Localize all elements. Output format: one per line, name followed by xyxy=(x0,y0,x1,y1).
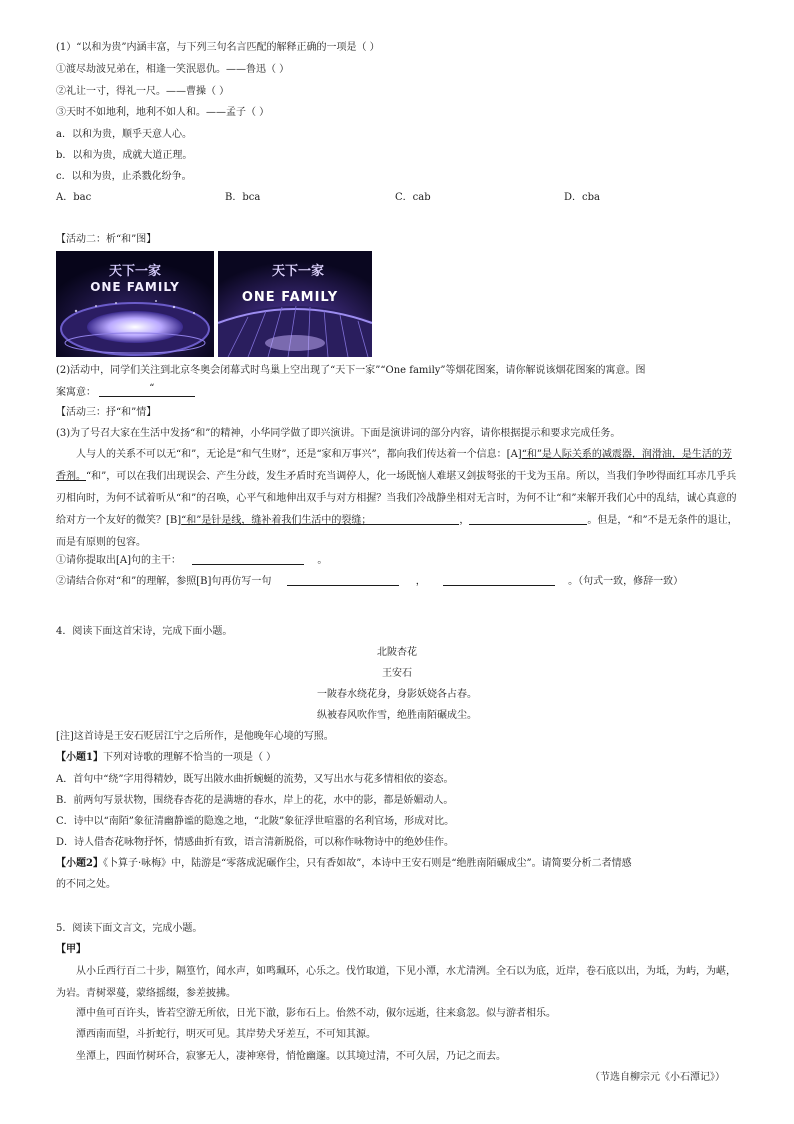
passage-source: （节选自柳宗元《小石潭记》） xyxy=(590,1072,725,1083)
q4-sq2-label: 【小题2】 xyxy=(56,858,103,869)
photo-right-caption-top: 天下一家 xyxy=(271,264,325,279)
fireworks-photo-left xyxy=(56,251,214,357)
quote-mark: “ xyxy=(149,383,155,394)
speech-text-a: 人与人的关系不可以无“和”，无论是“和气生财”，还是“家和万事兴”，都向我们传达着一个信息：[A] xyxy=(76,449,522,460)
quote-1: ①渡尽劫波兄弟在，相逢一笑泯恩仇。——鲁迅（ ） xyxy=(56,64,290,75)
q3-sub2-line2 xyxy=(56,385,195,400)
q3-sub2-line1: (2)活动中，同学们关注到北京冬奥会闭幕式时鸟巢上空出现了“天下一家”“One family”等烟花图案，请你解说该烟花图案的寓意。图 xyxy=(56,365,646,376)
explanation-c: c．以和为贵，止杀戮化纷争。 xyxy=(56,171,192,182)
quote-2: ②礼让一寸，得礼一尺。——曹操（ ） xyxy=(56,86,230,97)
q3-sub1-stem: (1）“以和为贵”内涵丰富，与下列三句名言匹配的解释正确的一项是（ ） xyxy=(56,42,380,53)
passage-para-3: 潭西南而望，斗折蛇行，明灭可见。其岸势犬牙差互，不可知其源。 xyxy=(76,1029,376,1040)
q4-option-a: A．首句中“绕”字用得精妙，既写出陂水曲折蜿蜒的流势，又写出水与花多情相依的姿态。 xyxy=(56,774,454,785)
sentence-a-underlined: “和”是人际关系的减震器，润滑油，是生活的芳香剂。 xyxy=(56,449,732,482)
quote-3: ③天时不如地利，地利不如人和。——孟子（ ） xyxy=(56,107,270,118)
q5-part-label: 【甲】 xyxy=(56,944,86,955)
photo-right-caption-bottom: ONE FAMILY xyxy=(241,290,339,305)
q4-option-b: B．前两句写景状物，围绕春杏花的是满塘的春水，岸上的花，水中的影，都是娇媚动人。 xyxy=(56,795,454,806)
q4-intro: 4．阅读下面这首宋诗，完成下面小题。 xyxy=(56,626,233,637)
speech-tail: 。但是，“和”不是无条件的退让，而是有原则的包容。 xyxy=(56,515,738,548)
task2-separator: ， xyxy=(415,576,426,587)
activity2-title: 【活动二：析“和”图】 xyxy=(56,234,157,245)
poem-note: [注]这首诗是王安石贬居江宁之后所作，是他晚年心境的写照。 xyxy=(56,731,334,742)
fireworks-photo-right xyxy=(218,251,372,357)
task2-line xyxy=(56,574,683,589)
q4-sq2-text: 《卜算子·咏梅》中，陆游是“零落成泥碾作尘，只有香如故”，本诗中王安石则是“绝胜南陌碾成尘”。请简要分析二者情感 xyxy=(102,858,632,869)
explanation-b: b．以和为贵，成就大道正理。 xyxy=(56,150,193,161)
sentence-b-underlined: “和”是针是线，缝补着我们生活中的裂缝； xyxy=(181,515,372,526)
task1-end: 。 xyxy=(317,555,328,566)
photo-left-caption-top: 天下一家 xyxy=(108,264,162,279)
poem-title: 北陂杏花 xyxy=(377,647,417,658)
option-a: A．bac xyxy=(56,192,92,203)
option-c: C．cab xyxy=(395,192,431,203)
passage-para-2: 潭中鱼可百许头，皆若空游无所依，日光下澈，影布石上。佁然不动，俶尔远逝，往来翕忽。似与游者相乐。 xyxy=(76,1008,556,1019)
q4-option-c: C．诗中以“南陌”象征清幽静谧的隐逸之地，“北陂”象征浮世喧嚣的名利官场，形成对比。 xyxy=(56,816,455,827)
q4-sq2-line2: 的不同之处。 xyxy=(56,879,116,890)
q4-sq1-text: 下列对诗歌的理解不恰当的一项是（ ） xyxy=(102,752,277,763)
q4-sq2-line1 xyxy=(56,857,632,871)
option-b: B．bca xyxy=(225,192,261,203)
speech-text-b: “和”，可以在我们出现误会、产生分歧，发生矛盾时充当调停人，化一场既恼人难堪又剑拔弩张的干戈为玉帛。所以，当我们争吵得面红耳赤几乎兵刃相向时，为何不试着听从“和”的召唤，心平气和地伸出双手与对方相握？当我们冷战静坐相对无言时，为何不让“和”来解开我们心中的乱结，诚心真意的给对方一个友好的微笑？[B] xyxy=(56,471,737,526)
option-d: D．cba xyxy=(564,192,600,203)
task1-line xyxy=(56,553,327,568)
speech-blank-2[interactable] xyxy=(469,513,587,525)
q3-sub3-intro: (3)为了号召大家在生活中发扬“和”的精神，小华同学做了即兴演讲。下面是演讲词的部分内容，请你根据提示和要求完成任务。 xyxy=(56,428,621,439)
poem-line-1: 一陂春水绕花身，身影妖娆各占春。 xyxy=(317,689,477,700)
poem-author: 王安石 xyxy=(382,668,412,679)
task2-answer-blank-2[interactable] xyxy=(443,574,555,586)
q4-sq1-stem xyxy=(56,751,276,765)
activity3-title: 【活动三：抒“和”情】 xyxy=(56,407,157,418)
explanation-a: a．以和为贵，顺乎天意人心。 xyxy=(56,129,192,140)
speech-paragraph: 人与人的关系不可以无“和”，无论是“和气生财”，还是“家和万事兴”，都向我们传达着一个信息：[A]“和”是人际关系的减震器，润滑油，是生活的芳香剂。“和”，可以在我们出现误会、产生分歧，发生矛盾时充当调停人，化一场既恼人难堪又剑拔弩张的干戈为玉帛。所以，当我们争吵得面红耳赤几乎兵刃相向时，为何不试着听从“和”的召唤，心平气和地伸出双手与对方相握？当我们冷战静坐相对无言时，为何不让“和”来解开我们心中的乱结，诚心真意的给对方一个友好的微笑？[B]“和”是针是线，缝补着我们生活中的裂缝； ， 。但是，“和”不是无条件的退让，而是有原则的包容。 xyxy=(56,449,738,548)
poem-line-2: 纵被春风吹作雪，绝胜南陌碾成尘。 xyxy=(317,710,477,721)
speech-blank-1[interactable] xyxy=(371,513,459,525)
task2-answer-blank-1[interactable] xyxy=(287,574,399,586)
meaning-label: 案寓意： xyxy=(56,387,96,398)
passage-para-1: 从小丘西行百二十步，隔篁竹，闻水声，如鸣珮环，心乐之。伐竹取道，下见小潭，水尤清洌。全石以为底，近岸，卷石底以出，为坻，为屿，为嵁，为岩。青树翠蔓，蒙络摇缀，参差披拂。 xyxy=(56,966,736,999)
task2-end: 。（句式一致，修辞一致） xyxy=(568,576,684,587)
q4-sq1-label: 【小题1】 xyxy=(56,752,103,763)
q4-option-d: D．诗人借杏花咏物抒怀，情感曲折有致，语言清新脱俗，可以称作咏物诗中的绝妙佳作。 xyxy=(56,837,455,848)
photo-left-caption-bottom: ONE FAMILY xyxy=(90,280,180,294)
meaning-answer-blank[interactable] xyxy=(99,385,195,397)
task2-label: ②请结合你对“和”的理解，参照[B]句再仿写一句 xyxy=(56,576,272,587)
q5-intro: 5．阅读下面文言文，完成小题。 xyxy=(56,923,203,934)
task1-label: ①请你提取出[A]句的主干： xyxy=(56,555,182,566)
task1-answer-blank[interactable] xyxy=(192,553,304,565)
passage-para-4: 坐潭上，四面竹树环合，寂寥无人，凄神寒骨，悄怆幽邃。以其境过清，不可久居，乃记之而去。 xyxy=(76,1051,506,1062)
